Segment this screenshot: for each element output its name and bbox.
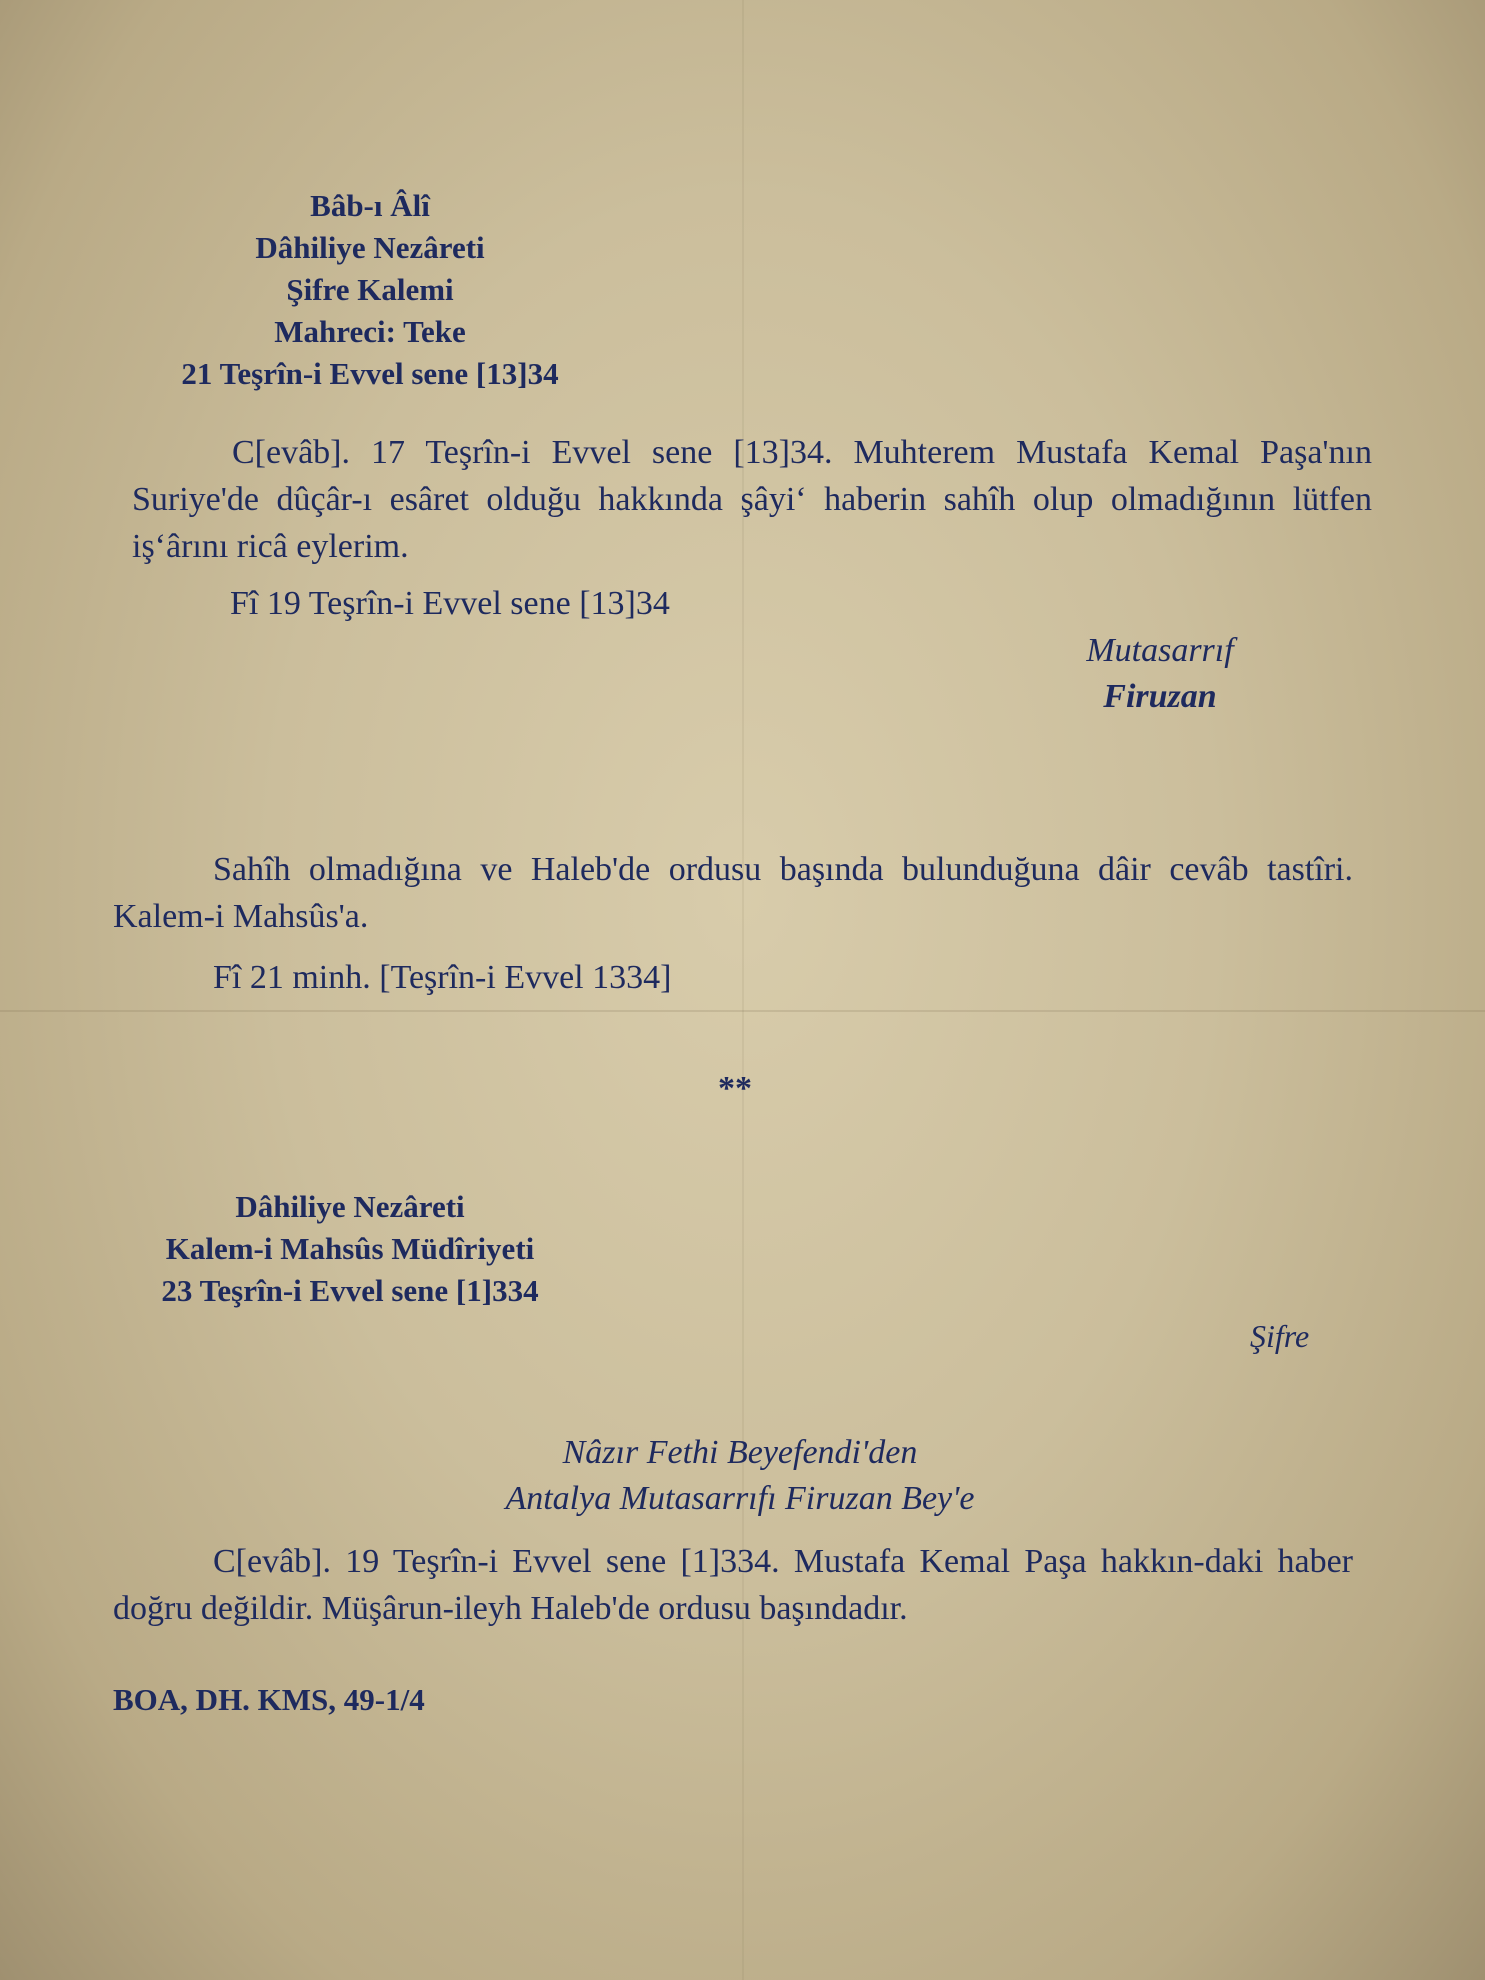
telegram-body: C[evâb]. 17 Teşrîn-i Evvel sene [13]34. Muhterem Mustafa Kemal Paşa'nın Suriye'de dûçâr-ı esâret olduğu hakkında şâyi‘ haberin sahîh olup olmadığının lütfen iş‘ârını ricâ eylerim. <box>132 434 1372 565</box>
letterhead-line: Dâhiliye Nezâreti <box>235 1189 465 1224</box>
section-separator: ** <box>718 1070 752 1107</box>
telegram-date: Fî 19 Teşrîn-i Evvel sene [13]34 <box>230 585 670 622</box>
note-date: Fî 21 minh. [Teşrîn-i Evvel 1334] <box>213 959 672 996</box>
archive-citation: BOA, DH. KMS, 49-1/4 <box>113 1682 425 1717</box>
address-block <box>340 1430 1140 1522</box>
reply-body: C[evâb]. 19 Teşrîn-i Evvel sene [1]334. Mustafa Kemal Paşa hakkın-daki haber doğru değildir. Müşârun-ileyh Haleb'de ordusu başındadır. <box>113 1543 1353 1627</box>
signature-name: Firuzan <box>1103 678 1217 715</box>
note-body: Sahîh olmadığına ve Haleb'de ordusu başında bulunduğuna dâir cevâb tastîri. Kalem-i Mahsûs'a. <box>113 851 1353 935</box>
letterhead-date: 21 Teşrîn-i Evvel sene [13]34 <box>181 356 559 391</box>
letterhead-line: Mahreci: Teke <box>274 314 466 349</box>
letterhead-line: Kalem-i Mahsûs Müdîriyeti <box>165 1231 535 1266</box>
signature-title: Mutasarrıf <box>1086 632 1234 669</box>
letterhead-block-2 <box>100 1186 600 1312</box>
letterhead-line: Bâb-ı Âlî <box>310 188 430 223</box>
signature-block <box>1060 628 1260 720</box>
cipher-label: Şifre <box>1250 1318 1310 1354</box>
letterhead-line: Şifre Kalemi <box>286 272 454 307</box>
letterhead-date: 23 Teşrîn-i Evvel sene [1]334 <box>161 1273 539 1308</box>
letterhead-line: Dâhiliye Nezâreti <box>255 230 485 265</box>
letterhead-block <box>130 185 610 395</box>
sender: Nâzır Fethi Beyefendi'den <box>562 1434 918 1471</box>
paper-fold-line-vertical <box>742 0 744 1980</box>
recipient: Antalya Mutasarrıfı Firuzan Bey'e <box>505 1480 975 1517</box>
